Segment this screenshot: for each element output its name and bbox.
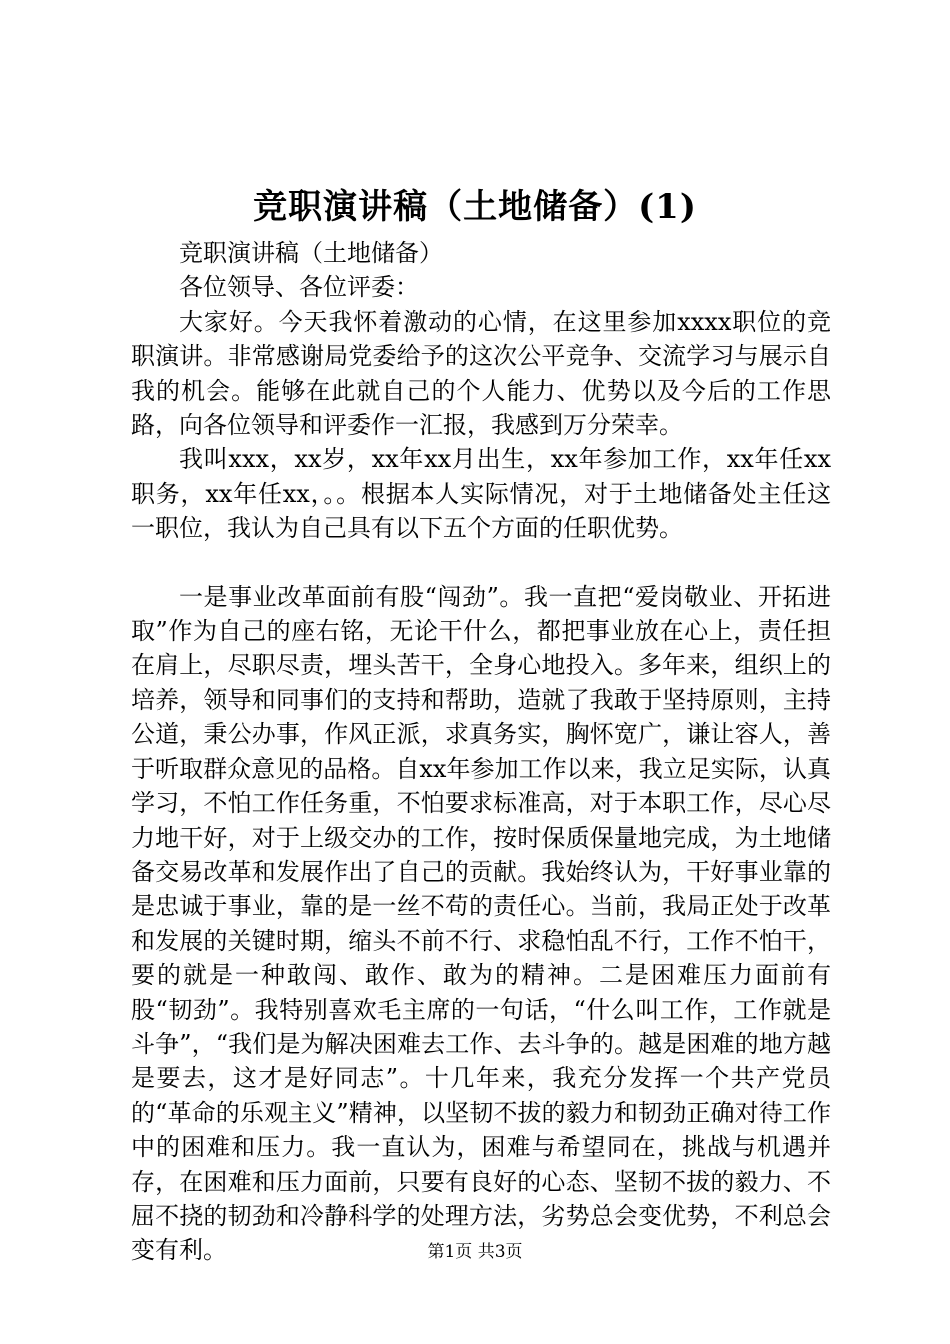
- greeting-paragraph: 大家好。今天我怀着激动的心情，在这里参加xxxx职位的竞职演讲。非常感谢局党委给予的这次公平竞争、交流学习与展示自我的机会。能够在此就自己的个人能力、优势以及今后的工作思路，向各位领导和评委作一汇报，我感到万分荣幸。: [131, 307, 831, 440]
- subtitle-paragraph: 竞职演讲稿（土地储备）: [179, 239, 443, 267]
- self-introduction-paragraph: 我叫xxx，xx岁，xx年xx月出生，xx年参加工作，xx年任xx职务，xx年任xx，。。根据本人实际情况，对于土地储备处主任这一职位，我认为自己具有以下五个方面的任职优势。: [131, 445, 831, 543]
- salutation-paragraph: 各位领导、各位评委：: [179, 273, 419, 302]
- document-body: [131, 236, 831, 1268]
- page-footer: 第1页 共3页: [427, 1242, 523, 1262]
- advantages-paragraph: 一是事业改革面前有股“闯劲”。我一直把“爱岗敬业、开拓进取”作为自己的座右铭，无论干什么，都把事业放在心上，责任担在肩上，尽职尽责，埋头苦干，全身心地投入。多年来，组织上的培养，领导和同事们的支持和帮助，造就了我敢于坚持原则，主持公道，秉公办事，作风正派，求真务实，胸怀宽广，谦让容人，善于听取群众意见的品格。自xx年参加工作以来，我立足实际，认真学习，不怕工作任务重，不怕要求标准高，对于本职工作，尽心尽力地干好，对于上级交办的工作，按时保质保量地完成，为土地储备交易改革和发展作出了自己的贡献。我始终认为，干好事业靠的是忠诚于事业，靠的是一丝不苟的责任心。当前，我局正处于改革和发展的关键时期，缩头不前不行、求稳怕乱不行，工作不怕干，要的就是一种敢闯、敢作、敢为的精神。二是困难压力面前有股“韧劲”。我特别喜欢毛主席的一句话，“什么叫工作，工作就是斗争”，“我们是为解决困难去工作、去斗争的。越是困难的地方越是要去，这才是好同志”。十几年来，我充分发挥一个共产党员的“革命的乐观主义”精神，以坚韧不拔的毅力和韧劲正确对待工作中的困难和压力。我一直认为，困难与希望同在，挑战与机遇并存，在困难和压力面前，只要有良好的心态、坚韧不拔的毅力、不屈不挠的韧劲和冷静科学的处理方法，劣势总会变优势，不利总会变有利。: [131, 582, 831, 1265]
- document-title: 竞职演讲稿（土地储备）(1): [253, 187, 697, 227]
